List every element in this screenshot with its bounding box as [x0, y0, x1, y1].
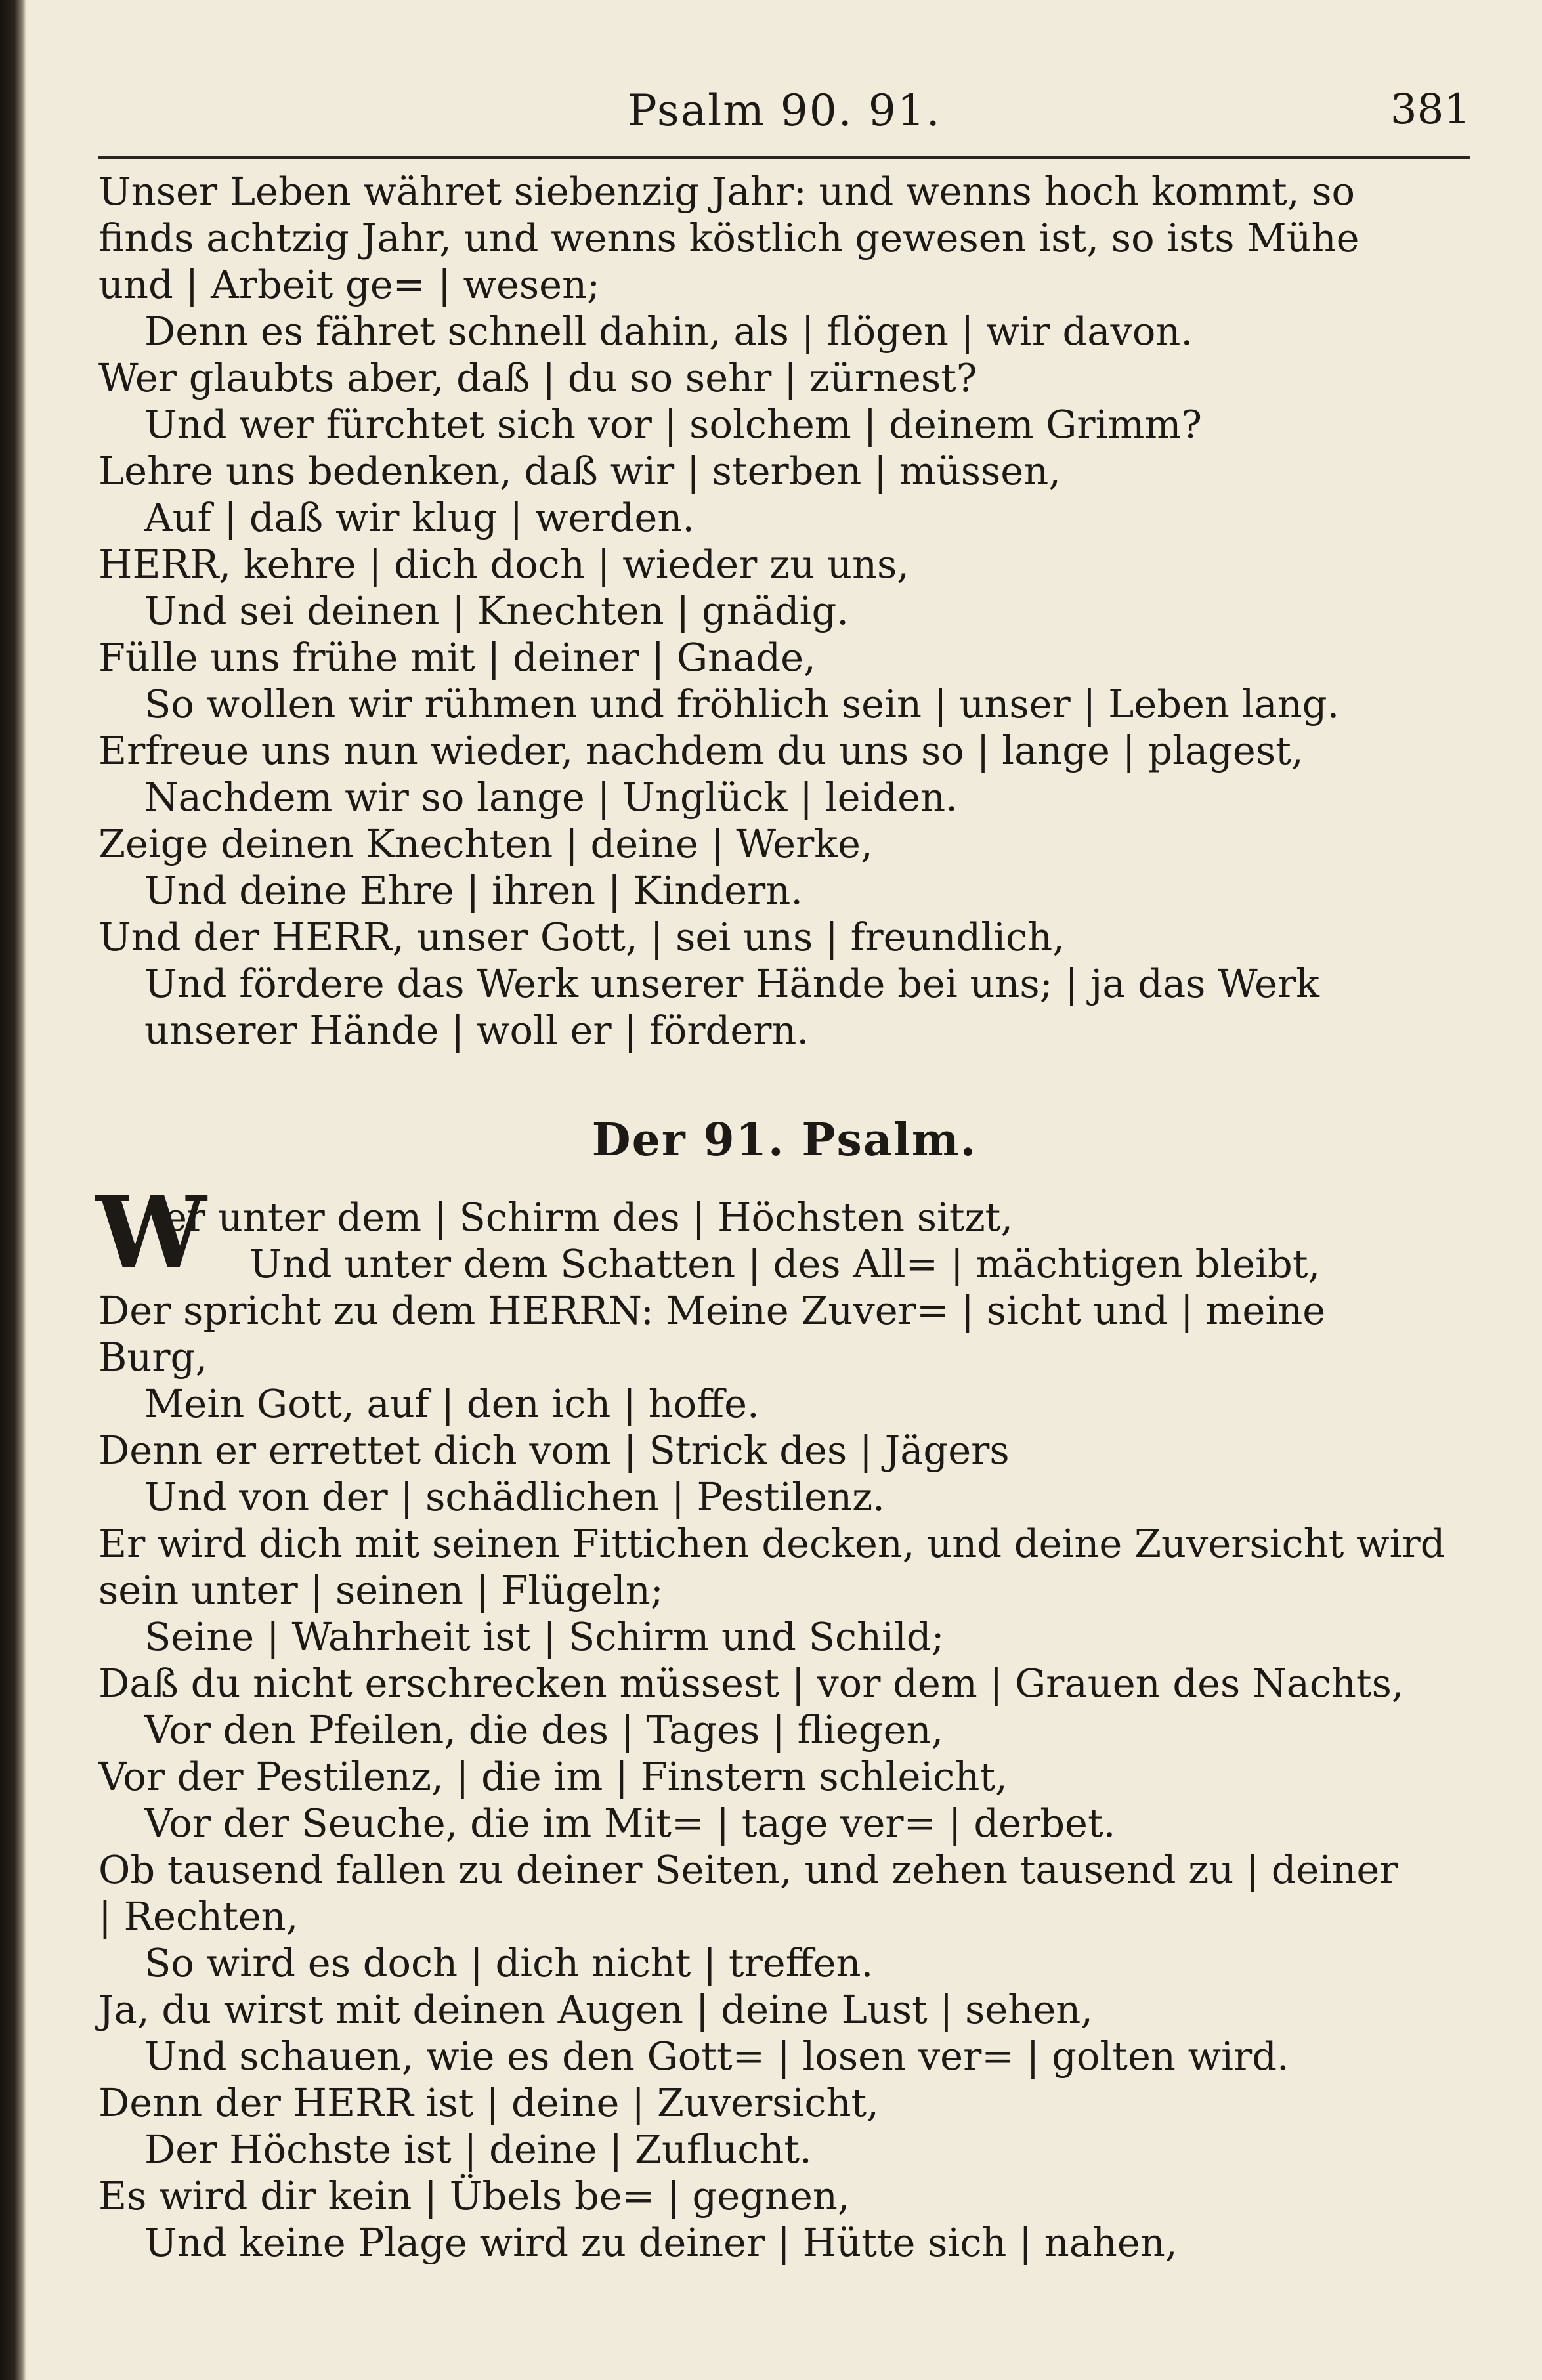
- verse-line: Und der HERR, unser Gott, | sei uns | freundlich,: [98, 914, 1065, 960]
- verse-line: Daß du nicht erschrecken müssest | vor dem | Grauen des Nachts,: [98, 1661, 1404, 1706]
- verse-line: und | Arbeit ge= | wesen;: [98, 262, 600, 307]
- verse-line: Auf | daß wir klug | werden.: [144, 495, 695, 540]
- verse-line: unserer Hände | woll er | fördern.: [144, 1008, 809, 1053]
- verse-line: Es wird dir kein | Übels be= | gegnen,: [98, 2173, 850, 2219]
- verse-line: Denn es fähret schnell dahin, als | flögen | wir davon.: [144, 308, 1193, 354]
- verse-line: Ja, du wirst mit deinen Augen | deine Lust | sehen,: [98, 1987, 1093, 2032]
- verse-line: Der Höchste ist | deine | Zuflucht.: [144, 2127, 812, 2172]
- verse-line: Er wird dich mit seinen Fittichen decken, und deine Zuversicht wird: [98, 1521, 1446, 1566]
- verse-line: Und deine Ehre | ihren | Kindern.: [144, 868, 803, 913]
- verse-line: Vor den Pfeilen, die des | Tages | fliegen,: [144, 1707, 944, 1753]
- verse-line: So wollen wir rühmen und fröhlich sein | unser | Leben lang.: [144, 681, 1340, 727]
- page: [98, 85, 1470, 2266]
- verse-line: Und wer fürchtet sich vor | solchem | deinem Grimm?: [144, 402, 1203, 447]
- page-header: [98, 85, 1470, 151]
- verse-line: Denn er errettet dich vom | Strick des | Jägers: [98, 1428, 1010, 1473]
- verse-line: Nachdem wir so lange | Unglück | leiden.: [144, 775, 958, 820]
- verse-line: Vor der Pestilenz, | die im | Finstern schleicht,: [98, 1754, 1008, 1799]
- verse-line: Lehre uns bedenken, daß wir | sterben | müssen,: [98, 448, 1061, 494]
- verse-line: Unser Leben währet siebenzig Jahr: und wenns hoch kommt, so: [98, 169, 1356, 214]
- verse-line: Der spricht zu dem HERRN: Meine Zuver= | sicht und | meine: [98, 1288, 1326, 1333]
- running-title: Psalm 90. 91.: [628, 85, 941, 136]
- verse-line: Und keine Plage wird zu deiner | Hütte sich | nahen,: [144, 2220, 1178, 2265]
- psalm-91-text: [98, 1287, 1470, 2266]
- verse-line: finds achtzig Jahr, und wenns köstlich gewesen ist, so ists Mühe: [98, 215, 1360, 261]
- verse-line: So wird es doch | dich nicht | treffen.: [144, 1940, 874, 1986]
- verse-line: Seine | Wahrheit ist | Schirm und Schild;: [144, 1614, 945, 1659]
- verse-line: Wer glaubts aber, daß | du so sehr | zürnest?: [98, 355, 977, 400]
- verse-line: sein unter | seinen | Flügeln;: [98, 1567, 664, 1613]
- verse-line: Und fördere das Werk unserer Hände bei uns; | ja das Werk: [144, 961, 1319, 1006]
- verse-line: Fülle uns frühe mit | deiner | Gnade,: [98, 635, 816, 680]
- header-rule: [98, 156, 1470, 159]
- verse-line: Erfreue uns nun wieder, nachdem du uns so | lange | plagest,: [98, 728, 1304, 773]
- drop-cap: W: [96, 1175, 207, 1290]
- psalm-90-text: [98, 168, 1470, 1053]
- verse-line: | Rechten,: [98, 1894, 299, 1939]
- verse-line: Denn der HERR ist | deine | Zuversicht,: [98, 2080, 879, 2125]
- verse-line: Mein Gott, auf | den ich | hoffe.: [144, 1381, 760, 1426]
- verse-line: Und sei deinen | Knechten | gnädig.: [144, 588, 849, 633]
- verse-line: HERR, kehre | dich doch | wieder zu uns,: [98, 542, 909, 587]
- psalm-91-second-line: Und unter dem Schatten | des All= | mächtigen bleibt,: [249, 1241, 1321, 1286]
- first-line-text: er unter dem | Schirm des | Höchsten sitzt,: [164, 1195, 1014, 1240]
- verse-line: Burg,: [98, 1334, 208, 1380]
- verse-line: Zeige deinen Knechten | deine | Werke,: [98, 821, 873, 866]
- page-number: 381: [1390, 85, 1470, 134]
- verse-line: Ob tausend fallen zu deiner Seiten, und zehen tausend zu | deiner: [98, 1847, 1398, 1892]
- section-title: Der 91. Psalm.: [591, 1114, 977, 1166]
- verse-line: Und von der | schädlichen | Pestilenz.: [144, 1474, 885, 1519]
- verse-line: Und schauen, wie es den Gott= | losen ver= | golten wird.: [144, 2033, 1289, 2079]
- book-spine-shadow: [0, 0, 26, 2380]
- verse-line: Vor der Seuche, die im Mit= | tage ver= | derbet.: [144, 1800, 1116, 1846]
